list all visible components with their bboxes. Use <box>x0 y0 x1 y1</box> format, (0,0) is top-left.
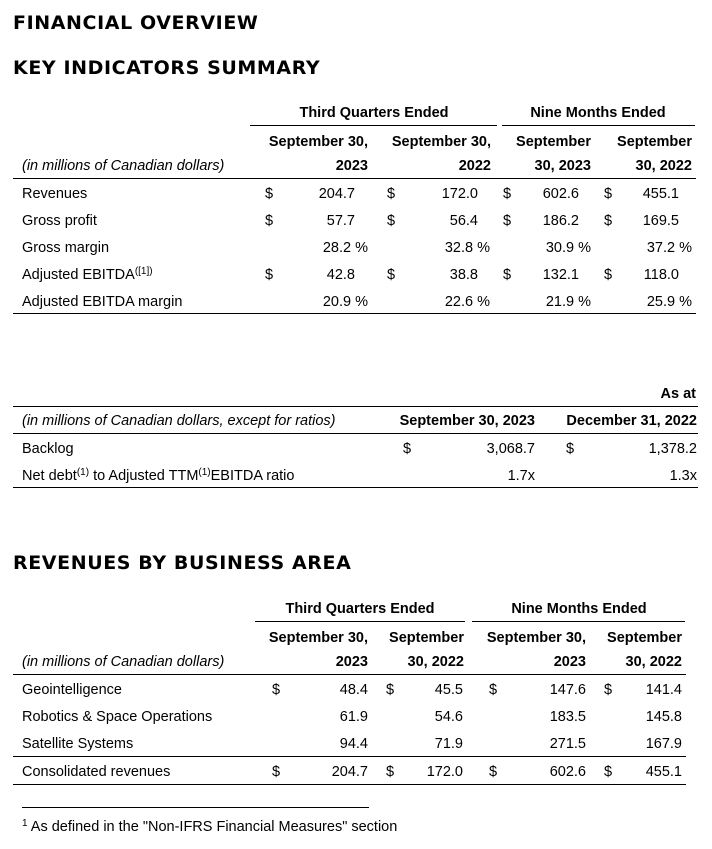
currency-symbol: $ <box>387 267 396 283</box>
cell-value: 602.6 <box>542 186 579 202</box>
cell-value: 455.1 <box>645 764 682 780</box>
col-header-nine-2023-line1: September <box>516 134 591 150</box>
currency-symbol: $ <box>489 682 498 698</box>
cell-value: 32.8 % <box>444 240 490 256</box>
as-at-header: As at <box>660 386 696 402</box>
label-text: to Adjusted TTM <box>89 468 199 484</box>
row-label-consolidated-revenues: Consolidated revenues <box>22 764 171 780</box>
row-label-adjusted-ebitda <box>22 267 153 283</box>
currency-symbol: $ <box>272 764 281 780</box>
cell-value: 141.4 <box>645 682 682 698</box>
currency-symbol: $ <box>489 764 498 780</box>
currency-symbol: $ <box>386 764 395 780</box>
row-label-backlog: Backlog <box>22 441 74 457</box>
cell-value: 167.9 <box>645 736 682 752</box>
col-header-nine-2023-line2: 30, 2023 <box>534 158 591 174</box>
col-header-nine-2022-line2: 30, 2022 <box>635 158 692 174</box>
cell-value: 71.9 <box>434 736 463 752</box>
currency-symbol: $ <box>265 267 274 283</box>
label-text: EBITDA ratio <box>210 468 295 484</box>
currency-symbol: $ <box>272 682 281 698</box>
cell-value: 132.1 <box>542 267 579 283</box>
row-label-net-debt-ratio <box>22 468 294 484</box>
currency-symbol: $ <box>503 267 512 283</box>
footnote-ref: ([1]) <box>134 266 153 277</box>
cell-value: 169.5 <box>642 213 679 229</box>
row-label-satellite-systems: Satellite Systems <box>22 736 134 752</box>
cell-value: 57.7 <box>326 213 355 229</box>
cell-value: 271.5 <box>549 736 586 752</box>
currency-symbol: $ <box>386 682 395 698</box>
cell-value: 21.9 % <box>545 294 591 310</box>
label-text: Adjusted EBITDA <box>22 267 135 283</box>
currency-symbol: $ <box>503 213 512 229</box>
col-header-sep-2023: September 30, 2023 <box>399 413 535 429</box>
currency-symbol: $ <box>604 213 613 229</box>
cell-value: 455.1 <box>642 186 679 202</box>
cell-value: 22.6 % <box>444 294 490 310</box>
col-header-q3-2023-line1: September 30, <box>268 134 368 150</box>
col-header-q3-2023-line2: 2023 <box>335 654 368 670</box>
cell-value: 56.4 <box>449 213 478 229</box>
section-title-key-indicators: KEY INDICATORS SUMMARY <box>13 57 321 79</box>
cell-value: 25.9 % <box>646 294 692 310</box>
col-header-nine-2023-line1: September 30, <box>486 630 586 646</box>
row-label-revenues: Revenues <box>22 186 88 202</box>
cell-value: 204.7 <box>331 764 368 780</box>
label-text: Net debt <box>22 468 77 484</box>
col-header-q3-2022-line1: September <box>389 630 464 646</box>
col-header-q3-2022-line2: 30, 2022 <box>407 654 464 670</box>
currency-symbol: $ <box>604 186 613 202</box>
cell-value: 147.6 <box>549 682 586 698</box>
col-header-q3-2023-line2: 2023 <box>335 158 368 174</box>
col-header-nine-2022-line1: September <box>607 630 682 646</box>
row-label-gross-margin: Gross margin <box>22 240 110 256</box>
cell-value: 61.9 <box>339 709 368 725</box>
cell-value: 1.3x <box>669 468 697 484</box>
currency-symbol: $ <box>265 186 274 202</box>
currency-symbol: $ <box>387 186 396 202</box>
currency-symbol: $ <box>503 186 512 202</box>
footnote-separator <box>22 807 369 808</box>
cell-value: 172.0 <box>426 764 463 780</box>
group-header-nine-months: Nine Months Ended <box>511 601 647 617</box>
cell-value: 3,068.7 <box>486 441 535 457</box>
currency-symbol: $ <box>604 682 613 698</box>
group-header-third-quarters: Third Quarters Ended <box>299 105 449 121</box>
unit-note: (in millions of Canadian dollars) <box>22 654 225 670</box>
col-header-nine-2023-line2: 2023 <box>553 654 586 670</box>
unit-note: (in millions of Canadian dollars, except for ratios) <box>22 413 336 429</box>
currency-symbol: $ <box>387 213 396 229</box>
footnote-ref: (1) <box>198 467 211 478</box>
cell-value: 38.8 <box>449 267 478 283</box>
cell-value: 20.9 % <box>322 294 368 310</box>
cell-value: 145.8 <box>645 709 682 725</box>
cell-value: 1,378.2 <box>648 441 697 457</box>
footnote-text: As defined in the "Non-IFRS Financial Measures" section <box>27 819 398 835</box>
cell-value: 28.2 % <box>322 240 368 256</box>
col-header-nine-2022-line1: September <box>617 134 692 150</box>
cell-value: 172.0 <box>441 186 478 202</box>
cell-value: 602.6 <box>549 764 586 780</box>
currency-symbol: $ <box>403 441 412 457</box>
col-header-q3-2022-line2: 2022 <box>458 158 491 174</box>
row-label-gross-profit: Gross profit <box>22 213 97 229</box>
footnote-ref: (1) <box>76 467 90 478</box>
cell-value: 1.7x <box>507 468 535 484</box>
currency-symbol: $ <box>604 267 613 283</box>
cell-value: 186.2 <box>542 213 579 229</box>
cell-value: 45.5 <box>434 682 463 698</box>
col-header-dec-2022: December 31, 2022 <box>566 413 697 429</box>
col-header-nine-2022-line2: 30, 2022 <box>625 654 682 670</box>
col-header-q3-2023-line1: September 30, <box>268 630 368 646</box>
group-header-nine-months: Nine Months Ended <box>530 105 666 121</box>
footnote <box>22 819 397 835</box>
col-header-q3-2022-line1: September 30, <box>391 134 491 150</box>
cell-value: 118.0 <box>643 267 679 283</box>
cell-value: 94.4 <box>339 736 368 752</box>
cell-value: 48.4 <box>339 682 368 698</box>
section-title-revenues-by-area: REVENUES BY BUSINESS AREA <box>13 552 352 574</box>
cell-value: 37.2 % <box>646 240 692 256</box>
cell-value: 30.9 % <box>545 240 591 256</box>
group-header-third-quarters: Third Quarters Ended <box>285 601 435 617</box>
row-label-robotics-space-operations: Robotics & Space Operations <box>22 709 213 725</box>
currency-symbol: $ <box>566 441 575 457</box>
cell-value: 54.6 <box>434 709 463 725</box>
unit-note: (in millions of Canadian dollars) <box>22 158 225 174</box>
currency-symbol: $ <box>265 213 274 229</box>
cell-value: 183.5 <box>549 709 586 725</box>
cell-value: 42.8 <box>326 267 355 283</box>
footnote-marker: 1 <box>22 818 28 829</box>
row-label-adjusted-ebitda-margin: Adjusted EBITDA margin <box>22 294 183 310</box>
page-title: FINANCIAL OVERVIEW <box>13 12 259 34</box>
currency-symbol: $ <box>604 764 613 780</box>
cell-value: 204.7 <box>318 186 355 202</box>
row-label-geointelligence: Geointelligence <box>22 682 122 698</box>
